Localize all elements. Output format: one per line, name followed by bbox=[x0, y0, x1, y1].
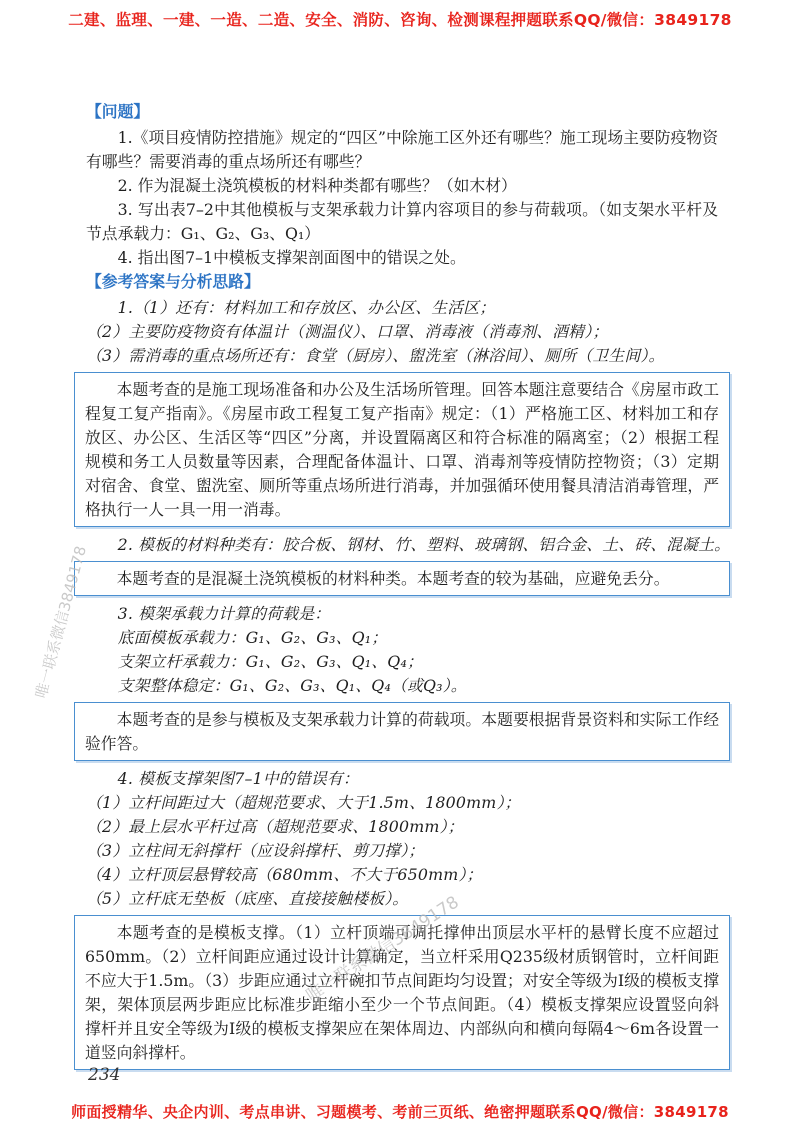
answer-4-title: 4. 模板支撑架图7–1中的错误有： bbox=[117, 769, 359, 788]
analysis-4-text: 本题考查的是模板支撑。（1）立杆顶端可调托撑伸出顶层水平杆的悬臂长度不应超过650mm。（2）立杆间距应通过设计计算确定，当立杆采用Q235级材质钢管时，立杆间距不应大于1.5m。（3）步距应通过立杆碗扣节点间距均匀设置；对安全等级为Ⅰ级的模板支撑架，架体顶层两步距应比标准步距缩小至少一个节点间距。（4）模板支撑架应设置竖向斜撑杆并且安全等级为Ⅰ级的模板支撑架应在架体周边、内部纵向和横向每隔4～6m各设置一道竖向斜撑杆。 bbox=[85, 923, 719, 1062]
answer-3-title: 3. 模架承载力计算的荷载是： bbox=[117, 604, 331, 623]
question-3: 3. 写出表7–2中其他模板与支架承载力计算内容项目的参与荷载项。（如支架水平杆及节点承载力：G₁、G₂、G₃、Q₁） bbox=[86, 200, 718, 243]
page-number: 234 bbox=[88, 1065, 121, 1085]
answer-4-line: （3）立柱间无斜撑杆（应设斜撑杆、剪刀撑）； bbox=[86, 841, 425, 860]
page-content bbox=[85, 100, 731, 1076]
bottom-banner: 师面授精华、央企内训、考点串讲、习题模考、考前三页纸、绝密押题联系QQ/微信：3849178 bbox=[71, 1103, 729, 1121]
analysis-3-text: 本题考查的是参与模板及支架承载力计算的荷载项。本题要根据背景资料和实际工作经验作答。 bbox=[85, 710, 719, 753]
answer-3-line: 底面模板承载力：G₁、G₂、G₃、Q₁； bbox=[117, 628, 388, 647]
answer-4-line: （4）立杆顶层悬臂较高（680mm、不大于650mm）； bbox=[86, 865, 483, 884]
analysis-1-text: 本题考查的是施工现场准备和办公及生活场所管理。回答本题注意要结合《房屋市政工程复工复产指南》。《房屋市政工程复工复产指南》规定：（1）严格施工区、材料加工和存放区、办公区、生活区等“四区”分离，并设置隔离区和符合标准的隔离室；（2）根据工程规模和务工人员数量等因素，合理配备体温计、口罩、消毒剂等疫情防控物资；（3）定期对宿舍、食堂、盥洗室、厕所等重点场所进行消毒，并加强循环使用餐具清洁消毒管理，严格执行一人一具一用一消毒。 bbox=[85, 380, 719, 519]
watermark-left: 唯一联系微信3849178 bbox=[31, 544, 90, 701]
answer-4-line: （5）立杆底无垫板（底座、直接接触楼板）。 bbox=[86, 889, 409, 908]
answer-4-line: （2）最上层水平杆过高（超规范要求、1800mm）； bbox=[86, 817, 464, 836]
question-4: 4. 指出图7–1中模板支撑架剖面图中的错误之处。 bbox=[117, 248, 466, 267]
analysis-box-4 bbox=[74, 915, 730, 1070]
answers-heading: 【参考答案与分析思路】 bbox=[86, 272, 260, 291]
analysis-box-3 bbox=[74, 702, 730, 761]
analysis-box-1 bbox=[74, 372, 730, 527]
answer-1-line: 1.（1）还有：材料加工和存放区、办公区、生活区； bbox=[117, 298, 496, 317]
answer-1-line: （2）主要防疫物资有体温计（测温仪）、口罩、消毒液（消毒剂、酒精）； bbox=[86, 322, 609, 341]
top-banner: 二建、监理、一建、一造、二造、安全、消防、咨询、检测课程押题联系QQ/微信：3849178 bbox=[68, 11, 732, 29]
answer-2: 2. 模板的材料种类有：胶合板、钢材、竹、塑料、玻璃钢、铝合金、土、砖、混凝土。 bbox=[117, 535, 731, 554]
questions-heading: 【问题】 bbox=[86, 102, 150, 121]
answer-3-line: 支架整体稳定：G₁、G₂、G₃、Q₁、Q₄（或Q₃）。 bbox=[117, 676, 467, 695]
answer-3-line: 支架立杆承载力：G₁、G₂、G₃、Q₁、Q₄； bbox=[117, 652, 423, 671]
question-1: 1.《项目疫情防控措施》规定的“四区”中除施工区外还有哪些？施工现场主要防疫物资有哪些？需要消毒的重点场所还有哪些？ bbox=[86, 128, 718, 171]
answer-1-line: （3）需消毒的重点场所还有：食堂（厨房）、盥洗室（淋浴间）、厕所（卫生间）。 bbox=[86, 346, 665, 365]
question-2: 2. 作为混凝土浇筑模板的材料种类都有哪些？（如木材） bbox=[117, 176, 517, 195]
analysis-box-2 bbox=[74, 561, 730, 596]
answer-4-line: （1）立杆间距过大（超规范要求、大于1.5m、1800mm）； bbox=[86, 793, 521, 812]
analysis-2-text: 本题考查的是混凝土浇筑模板的材料种类。本题考查的较为基础，应避免丢分。 bbox=[116, 569, 670, 588]
watermark-center: 唯一联系微信3849178 bbox=[302, 892, 463, 1006]
